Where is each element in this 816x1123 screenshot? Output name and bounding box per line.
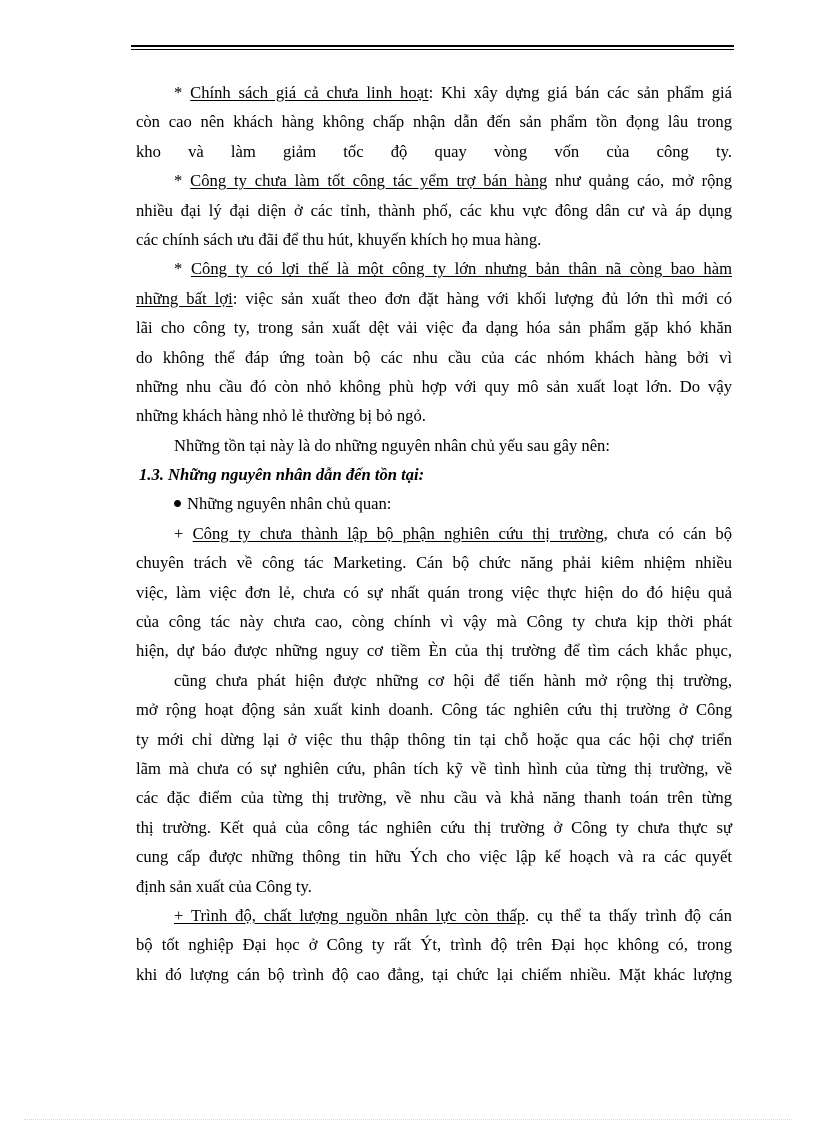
text-run: : Khi xây dựng giá bán các sản phẩm giá — [428, 83, 733, 102]
text-run: * — [174, 171, 191, 191]
footer-divider — [24, 1119, 792, 1120]
text-run: các chính sách ưu đãi để thu hút, khuyến khích họ mua hàng. — [136, 229, 542, 249]
text-run: . cụ thể ta thấy trình độ cán — [525, 905, 732, 925]
text-line — [136, 695, 732, 724]
text-run: mở rộng hoạt động sản xuất kinh doanh. Công tác nghiên cứu thị trường ở Công — [136, 700, 732, 720]
text-run: khi đó lượng cán bộ trình độ cao đẳng, tại chức lại chiếm nhiều. Mặt khác lượng — [136, 964, 732, 984]
text-line — [136, 930, 732, 959]
paragraph-p7 — [136, 901, 732, 989]
document-page — [136, 78, 732, 989]
paragraph-p4 — [136, 431, 732, 460]
text-run: bộ tốt nghiệp Đại học ở Công ty rất Ýt, trình độ trên Đại học không có, trong — [136, 935, 732, 955]
paragraph-p2 — [136, 166, 732, 254]
text-line — [136, 519, 732, 548]
bullet-line — [136, 489, 732, 518]
text-line — [136, 401, 732, 430]
text-run: ty mới chỉ dừng lại ở việc thu thập thông tin tại chỗ hoặc qua các hội chợ triển — [136, 729, 732, 749]
text-line — [136, 107, 732, 136]
text-line — [136, 166, 732, 195]
text-run: * — [174, 259, 191, 279]
paragraph-p6 — [136, 666, 732, 901]
text-run: chuyên trách về công tác Marketing. Cán bộ chức năng phải kiêm nhiệm nhiều — [136, 553, 732, 573]
text-run: hiện, dự báo được những nguy cơ tiềm Èn của thị trường để tìm cách khắc phục, — [136, 641, 732, 661]
text-line — [136, 960, 732, 989]
underlined-phrase: những bất lợi — [136, 288, 233, 308]
underlined-phrase: + Trình độ, chất lượng nguồn nhân lực còn thấp — [174, 905, 526, 925]
text-run: lãm mà chưa có sự nghiên cứu, phân tích kỹ về tình hình của từng thị trường, về — [136, 758, 732, 778]
underlined-phrase: Công ty chưa thành lập bộ phận nghiên cứu thị trường — [192, 523, 604, 543]
text-line — [136, 196, 732, 225]
text-line — [136, 872, 732, 901]
text-run: thị trường. Kết quả của công tác nghiên cứu thị trường ở Công ty chưa thực sự — [136, 817, 732, 837]
text-line — [136, 636, 732, 665]
text-line — [136, 842, 732, 871]
text-run: định sản xuất của Công ty. — [136, 876, 312, 896]
text-line — [136, 137, 732, 166]
bullet-text: Những nguyên nhân chủ quan: — [187, 494, 392, 514]
header-rule-thick — [131, 45, 734, 47]
text-line — [136, 725, 732, 754]
text-line — [136, 284, 732, 313]
text-run: kho và làm giảm tốc độ quay vòng vốn của công ty. — [136, 141, 732, 161]
text-line — [136, 254, 732, 283]
paragraph-p3 — [136, 254, 732, 430]
text-line — [136, 754, 732, 783]
text-line — [136, 548, 732, 577]
text-line — [136, 225, 732, 254]
underlined-phrase: Công ty có lợi thế là một công ty lớn nhưng bản thân nã còng bao hàm — [190, 259, 732, 279]
paragraph-group-1 — [136, 78, 732, 460]
paragraph-group-2 — [136, 519, 732, 989]
text-run: nhiều đại lý đại diện ở các tỉnh, thành phố, các khu vực đông dân cư và áp dụng — [136, 200, 732, 220]
text-line — [136, 666, 732, 695]
text-run: Những tồn tại này là do những nguyên nhân chủ yếu sau gây nên: — [174, 435, 610, 455]
text-run: những nhu cầu đó còn nhỏ không phù hợp với quy mô sản xuất loạt lớn. Do vậy — [136, 376, 732, 396]
section-heading: 1.3. Những nguyên nhân dẫn đến tồn tại: — [139, 465, 425, 485]
text-line — [136, 78, 732, 107]
text-run: , chưa có cán bộ — [603, 523, 732, 543]
text-line — [136, 607, 732, 636]
header-rule-thin — [131, 49, 734, 50]
text-line — [136, 372, 732, 401]
text-line — [136, 813, 732, 842]
paragraph-p1 — [136, 78, 732, 166]
text-line — [136, 578, 732, 607]
underlined-phrase: Công ty chưa làm tốt công tác yểm trợ bán hàng — [190, 171, 548, 191]
text-run: những khách hàng nhỏ lẻ thường bị bỏ ngỏ. — [136, 406, 426, 426]
underlined-phrase: Chính sách giá cả chưa linh hoạt — [190, 83, 429, 102]
paragraph-p5 — [136, 519, 732, 666]
text-run: như quảng cáo, mở rộng — [547, 171, 732, 191]
text-run: cũng chưa phát hiện được những cơ hội để tiến hành mở rộng thị trường, — [174, 670, 732, 690]
text-run: còn cao nên khách hàng không chấp nhận dẫn đến sản phẩm tồn đọng lâu trong — [136, 112, 732, 132]
text-run: cung cấp được những thông tin hữu Ých cho việc lập kế hoạch và ra các quyết — [136, 847, 732, 867]
text-line — [136, 783, 732, 812]
text-run: : việc sản xuất theo đơn đặt hàng với khối lượng đủ lớn thì mới có — [232, 288, 732, 308]
text-line — [136, 431, 732, 460]
text-run: việc, làm việc đơn lẻ, chưa có sự nhất quán trong việc thực hiện do đó hiệu quả — [136, 582, 732, 602]
text-line — [136, 343, 732, 372]
text-run: các đặc điểm của từng thị trường, về nhu cầu và khả năng thanh toán trên từng — [136, 788, 732, 808]
text-run: * — [174, 83, 191, 102]
text-line — [136, 313, 732, 342]
text-run: lãi cho công ty, trong sản xuất dệt vải việc đa dạng hóa sản phẩm gặp khó khăn — [136, 318, 732, 338]
bullet-dot-icon — [174, 500, 181, 507]
text-run: của công tác này chưa cao, còng chính vì vậy mà Công ty chưa kịp thời phát — [136, 612, 732, 632]
text-run: do không thể đáp ứng toàn bộ các nhu cầu của các nhóm khách hàng bởi vì — [136, 347, 732, 367]
text-run: + — [174, 523, 193, 543]
text-line — [136, 901, 732, 930]
